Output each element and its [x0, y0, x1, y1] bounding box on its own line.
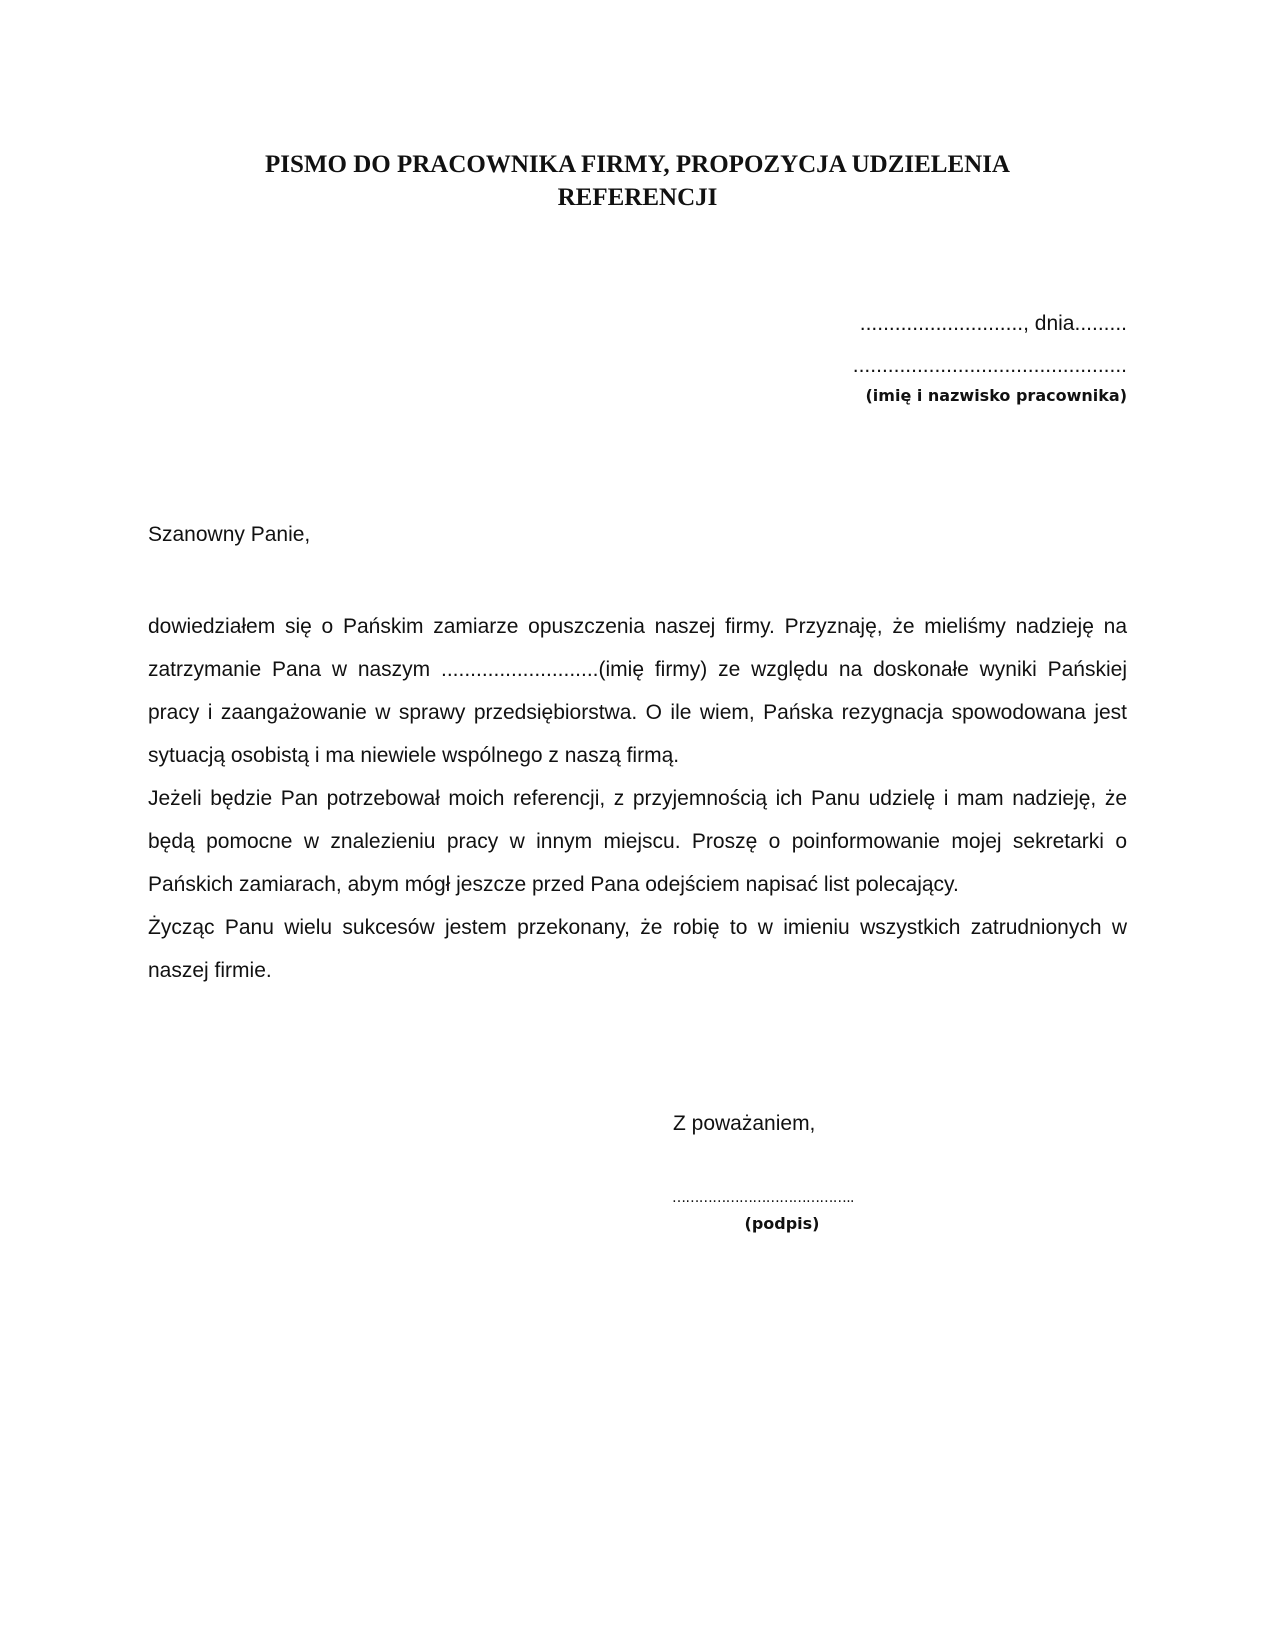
letter-paragraph-3: Życząc Panu wielu sukcesów jestem przekonany, że robię to w imieniu wszystkich zatrudnionych w naszej firmie. [148, 916, 1127, 982]
salutation: Szanowny Panie, [148, 523, 311, 546]
employee-name-caption: (imię i nazwisko pracownika) [865, 386, 1127, 405]
signature-caption: (podpis) [744, 1214, 820, 1233]
employee-name-dots: ............................................... [852, 354, 1127, 377]
document-title-line-2: REFERENCJI [557, 184, 718, 211]
signature-dots: ………………………………….. [672, 1190, 854, 1206]
closing-phrase: Z poważaniem, [673, 1112, 816, 1135]
document-title-line-1: PISMO DO PRACOWNIKA FIRMY, PROPOZYCJA UDZIELENIA [265, 151, 1010, 178]
letter-paragraph-2: Jeżeli będzie Pan potrzebował moich referencji, z przyjemnością ich Panu udzielę i mam nadzieję, że będą pomocne w znalezieniu pracy w innym miejscu. Proszę o poinformowanie mojej sekretarki o Pańskich zamiarach, abym mógł jeszcze przed Pana odejściem napisać list polecający. [148, 787, 1127, 896]
letter-paragraph-1: dowiedziałem się o Pańskim zamiarze opuszczenia naszej firmy. Przyznaję, że mieliśmy nadzieję na zatrzymanie Pana w naszym ...........................(imię firmy) ze względu na doskonałe wyniki Pańskiej pracy i zaangażowanie w sprawy przedsiębiorstwa. O ile wiem, Pańska rezygnacja spowodowana jest sytuacją osobistą i ma niewiele wspólnego z naszą firmą. [148, 615, 1127, 767]
place-date-line: ............................, dnia......... [859, 312, 1127, 335]
letter-body [148, 605, 1127, 992]
